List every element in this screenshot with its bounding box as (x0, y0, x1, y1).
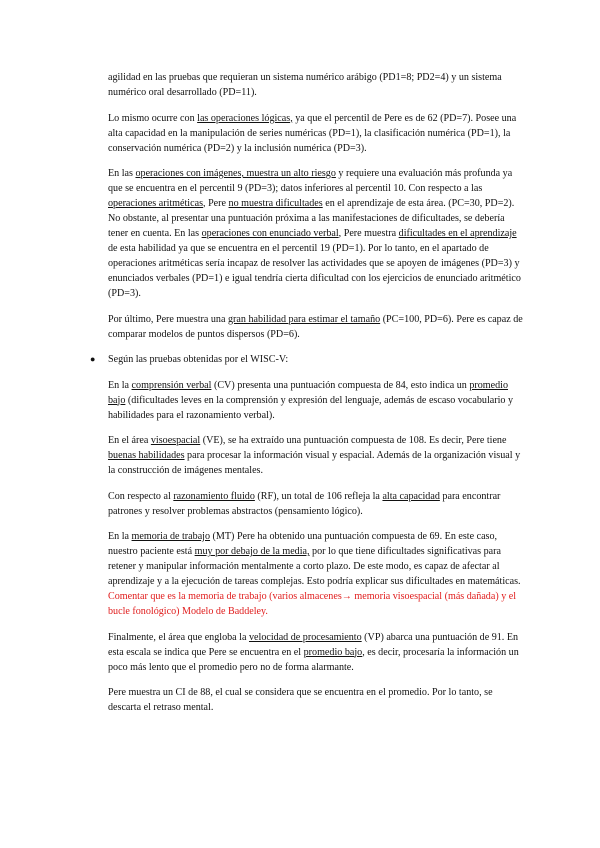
underlined-text: razonamiento fluido (173, 490, 255, 502)
underlined-text: velocidad de procesamiento (248, 631, 362, 643)
underlined-text: muy por debajo de la media, (194, 546, 310, 557)
text-run: (dificultades leves en la comprensión y expresión del lenguaje, además de escaso vocabulario y habilidades para el razonamiento verbal). (108, 394, 514, 421)
text-run: (VP) abarca una puntuación de 91. En esta escala se indica que Pere se encuentra en el (108, 631, 519, 658)
paragraph-numeric-systems (108, 70, 524, 100)
text-run: Pere muestra un CI de 88, el cual se considera que se encuentra en el promedio. Por lo tanto, se descarta el retraso mental. (108, 687, 493, 713)
text-run: agilidad en las pruebas que requieran un sistema numérico arábigo (PD1=8; PD2=4) y un sistema numérico oral desarrollado (PD=11). (108, 72, 502, 98)
text-run: ya que el percentil de Pere es de 62 (PD=7). Posee una alta capacidad en la manipulación de series numéricas (PD=1), la clasificación numérica (PD=1), la conservación numérica (PD=2) y la inclusión numérica (PD=3). (108, 112, 517, 154)
underlined-text: alta capacidad (382, 490, 440, 502)
text-run: (RF), un total de 106 refleja la (254, 490, 383, 502)
paragraph-working-memory (108, 529, 524, 619)
underlined-text: buenas habilidades (108, 450, 185, 461)
text-run: de esta habilidad ya que se encuentra en el percentil 19 (PD=1). Por lo tanto, en el apartado de operaciones aritméticas sería incapaz de resolver las actividades que se apoyen de imágenes (PD=3) y enunciados verbales (PD=1) e igual tendría cierta dificultad con los ejercicios de enunciado aritmético (PD=3). (108, 243, 521, 299)
underlined-text: promedio bajo (303, 646, 363, 658)
text-run: (PC=100, PD=6). Pere es capaz de comparar modelos de puntos dispersos (PD=6). (108, 313, 523, 340)
text-run: para encontrar patrones y resolver problemas abstractos (pensamiento lógico). (108, 490, 501, 517)
text-run: y requiere una evaluación más profunda ya que se encuentra en el percentil 9 (PD=3); datos inferiores al percentil 10. Con respecto a las (108, 168, 513, 194)
text-run: En las (108, 168, 136, 179)
text-run: por lo que tiene dificultades significativas para retener y manipular información mentalmente a corto plazo. De este modo, es capaz de afectar al aprendizaje y a la ejecución de tareas complejas. Esto podría explicar sus dificultades en matemáticas. (108, 546, 521, 587)
text-run: (VE), se ha extraído una puntuación compuesta de 108. Es decir, Pere tiene (200, 435, 507, 446)
bullet-text: Según las pruebas obtenidas por el WISC-V: (108, 354, 289, 365)
text-run: , Pere (203, 198, 229, 209)
underlined-text: memoria de trabajo (131, 531, 211, 542)
underlined-text: promedio bajo (108, 379, 509, 406)
paragraph-logical-operations (108, 111, 524, 156)
text-run: En la (108, 379, 132, 391)
underlined-text: operaciones aritméticas (108, 198, 204, 209)
paragraph-verbal-comprehension (108, 378, 524, 423)
text-run: (MT) Pere ha obtenido una puntuación compuesta de 69. En este caso, nuestro paciente está (108, 531, 498, 557)
underlined-text: visoespacial (150, 435, 201, 446)
underlined-text: comprensión verbal (131, 379, 212, 391)
text-run: en el aprendizaje de esta área. (PC=30, PD=2). No obstante, al presentar una puntuación próxima a las manifestaciones de dificultades, se debería tener en cuenta. En las (108, 198, 515, 239)
paragraph-processing-speed (108, 630, 524, 675)
bullet-icon: ● (90, 354, 96, 364)
underlined-text: operaciones con enunciado verbal (201, 228, 339, 239)
underlined-text: las operaciones lógicas, (197, 112, 293, 124)
text-run: , es decir, procesaría la información un poco más lento que el promedio pero no de forma alarmante. (108, 646, 519, 673)
paragraph-image-operations (108, 166, 524, 301)
comment-note-red: Comentar que es la memoria de trabajo (varios almacenes→ memoria visoespacial (más dañada) y el bucle fonológico) Modelo de Baddeley. (108, 591, 517, 617)
text-run: , Pere muestra (338, 228, 399, 239)
text-run: Con respecto al (108, 490, 174, 502)
text-run: En el área (108, 435, 151, 446)
paragraph-visuospatial (108, 433, 524, 478)
paragraph-fluid-reasoning (108, 489, 524, 519)
paragraph-iq-conclusion (108, 685, 524, 715)
underlined-text: no muestra dificultades (228, 198, 323, 209)
text-run: Finalmente, el área que engloba la (108, 631, 249, 643)
text-run: para procesar la información visual y espacial. Además de la organización visual y la construcción de imágenes mentales. (108, 450, 521, 476)
text-run: (CV) presenta una puntuación compuesta de 84, esto indica un (211, 379, 470, 391)
text-run: Lo mismo ocurre con (108, 112, 198, 124)
underlined-text: operaciones con imágenes, muestra un alto riesgo (135, 168, 336, 179)
text-run: Por último, Pere muestra una (108, 313, 228, 325)
bullet-item-wisc (90, 352, 524, 367)
paragraph-size-estimation (108, 312, 524, 342)
underlined-text: dificultades en el aprendizaje (398, 228, 517, 239)
text-run: En la (108, 531, 132, 542)
underlined-text: gran habilidad para estimar el tamaño (227, 313, 381, 325)
